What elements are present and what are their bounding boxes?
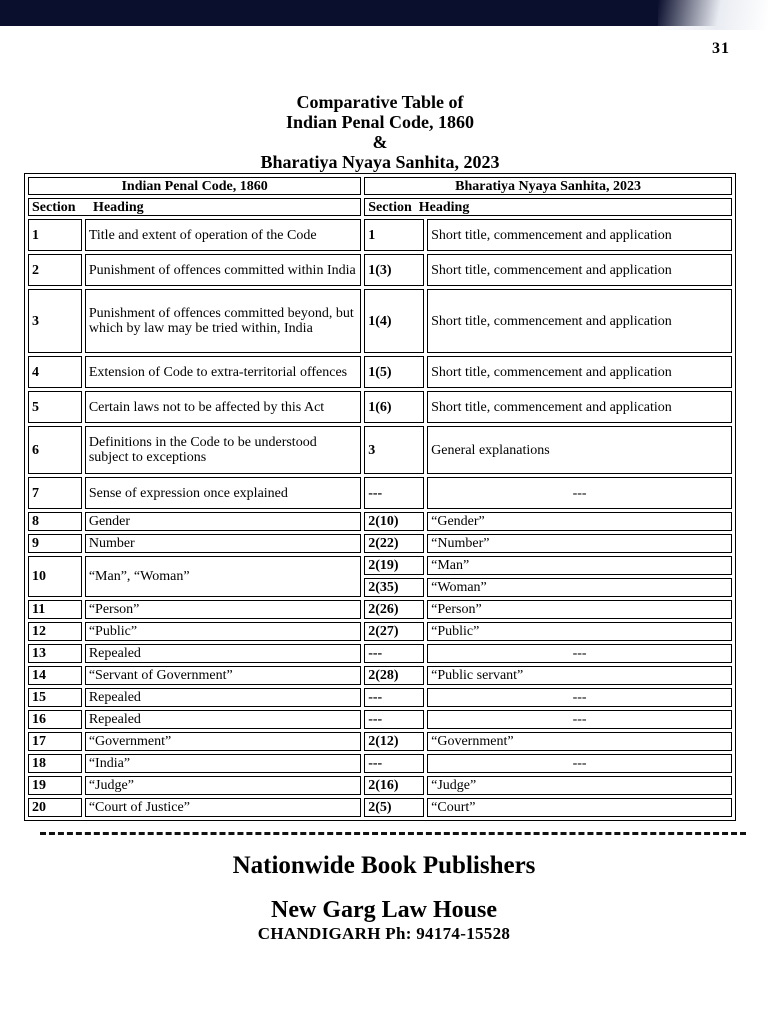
table-row: [28, 776, 732, 795]
bns-heading: “Woman”: [427, 578, 732, 597]
ipc-heading: “Court of Justice”: [85, 798, 361, 817]
ipc-section: 4: [28, 356, 82, 388]
table-row: [28, 534, 732, 553]
ipc-subheader: Section Heading: [28, 198, 361, 216]
bns-heading: ---: [427, 688, 732, 707]
ipc-section: 20: [28, 798, 82, 817]
table-row: [28, 289, 732, 353]
ipc-section: 19: [28, 776, 82, 795]
law-house-name: New Garg Law House: [271, 897, 497, 923]
bns-heading: “Person”: [427, 600, 732, 619]
bns-header: Bharatiya Nyaya Sanhita, 2023: [364, 177, 732, 195]
ipc-heading: Repealed: [85, 688, 361, 707]
ipc-section: 14: [28, 666, 82, 685]
ipc-heading: “Judge”: [85, 776, 361, 795]
ipc-header: Indian Penal Code, 1860: [28, 177, 361, 195]
bns-section: ---: [364, 688, 424, 707]
ipc-section: 16: [28, 710, 82, 729]
title-line-2: Indian Penal Code, 1860: [285, 112, 475, 132]
bns-heading: ---: [427, 710, 732, 729]
bns-section: 2(28): [364, 666, 424, 685]
table-row: [28, 732, 732, 751]
ipc-heading: Gender: [85, 512, 361, 531]
ipc-heading: Punishment of offences committed beyond, but which by law may be tried within, India: [85, 289, 361, 353]
ipc-section: 2: [28, 254, 82, 286]
bns-section: 1(5): [364, 356, 424, 388]
table-subheader-row: [28, 198, 732, 216]
table-row: [28, 254, 732, 286]
ipc-section: 5: [28, 391, 82, 423]
table-row: [28, 666, 732, 685]
title-line-1: Comparative Table of: [296, 92, 464, 112]
table-row: [28, 644, 732, 663]
bns-section: ---: [364, 644, 424, 663]
bns-heading: “Public servant”: [427, 666, 732, 685]
table-row: [28, 688, 732, 707]
bns-heading: “Gender”: [427, 512, 732, 531]
bns-heading: “Number”: [427, 534, 732, 553]
bns-section: ---: [364, 710, 424, 729]
ipc-heading: “Man”, “Woman”: [85, 556, 361, 597]
publisher-name: Nationwide Book Publishers: [232, 852, 536, 879]
ipc-section: 3: [28, 289, 82, 353]
ipc-heading: Number: [85, 534, 361, 553]
ipc-heading: Repealed: [85, 710, 361, 729]
ipc-section: 17: [28, 732, 82, 751]
bns-section: 1: [364, 219, 424, 251]
table-row: [28, 391, 732, 423]
bns-heading: “Public”: [427, 622, 732, 641]
table-row: [28, 600, 732, 619]
table-row: [28, 512, 732, 531]
table-row: [28, 219, 732, 251]
bns-heading: “Government”: [427, 732, 732, 751]
ipc-section: 9: [28, 534, 82, 553]
bns-section: 2(16): [364, 776, 424, 795]
table-header-row: [28, 177, 732, 195]
bns-section: 2(19): [364, 556, 424, 575]
bns-heading: General explanations: [427, 426, 732, 474]
bns-section: ---: [364, 477, 424, 509]
table-row: [28, 477, 732, 509]
ipc-heading: Extension of Code to extra-territorial offences: [85, 356, 361, 388]
ipc-section: 10: [28, 556, 82, 597]
ipc-heading: Certain laws not to be affected by this Act: [85, 391, 361, 423]
ipc-heading: Sense of expression once explained: [85, 477, 361, 509]
comparison-table-wrapper: [24, 173, 736, 821]
bns-section: 2(26): [364, 600, 424, 619]
bns-heading: Short title, commencement and application: [427, 254, 732, 286]
ipc-section: 7: [28, 477, 82, 509]
bns-section: 1(3): [364, 254, 424, 286]
ipc-section: 18: [28, 754, 82, 773]
table-row: [28, 356, 732, 388]
ipc-heading: “Servant of Government”: [85, 666, 361, 685]
bns-heading: Short title, commencement and application: [427, 219, 732, 251]
bns-subheader: Section Heading: [364, 198, 732, 216]
table-row: [28, 798, 732, 817]
ipc-heading: “Government”: [85, 732, 361, 751]
bns-section: ---: [364, 754, 424, 773]
ipc-heading: Definitions in the Code to be understood subject to exceptions: [85, 426, 361, 474]
ipc-section: 13: [28, 644, 82, 663]
ipc-heading: Title and extent of operation of the Code: [85, 219, 361, 251]
ipc-section: 15: [28, 688, 82, 707]
comparison-table: [24, 173, 736, 821]
bns-heading: Short title, commencement and application: [427, 289, 732, 353]
bns-heading: ---: [427, 644, 732, 663]
table-row: [28, 622, 732, 641]
ipc-heading: “India”: [85, 754, 361, 773]
page-number: 31: [712, 40, 730, 57]
ipc-section: 6: [28, 426, 82, 474]
title-line-4: Bharatiya Nyaya Sanhita, 2023: [260, 152, 500, 172]
dashed-divider: [40, 832, 746, 835]
top-dark-band: [0, 0, 768, 26]
ipc-section: 11: [28, 600, 82, 619]
bns-section: 1(4): [364, 289, 424, 353]
bns-heading: Short title, commencement and application: [427, 391, 732, 423]
publisher-contact: CHANDIGARH Ph: 94174-15528: [257, 924, 511, 943]
ipc-heading: “Public”: [85, 622, 361, 641]
ipc-section: 8: [28, 512, 82, 531]
bns-section: 2(22): [364, 534, 424, 553]
ipc-heading: Repealed: [85, 644, 361, 663]
ipc-section: 1: [28, 219, 82, 251]
table-row: [28, 710, 732, 729]
table-row: [28, 426, 732, 474]
bns-section: 2(10): [364, 512, 424, 531]
table-row: [28, 754, 732, 773]
ipc-heading: Punishment of offences committed within India: [85, 254, 361, 286]
top-band-light-corner: [658, 0, 768, 30]
bns-section: 2(5): [364, 798, 424, 817]
bns-section: 2(35): [364, 578, 424, 597]
ipc-section: 12: [28, 622, 82, 641]
bns-heading: “Court”: [427, 798, 732, 817]
bns-section: 2(12): [364, 732, 424, 751]
bns-heading: “Judge”: [427, 776, 732, 795]
title-line-3: &: [372, 132, 388, 152]
ipc-heading: “Person”: [85, 600, 361, 619]
bns-heading: Short title, commencement and application: [427, 356, 732, 388]
table-row: [28, 556, 732, 575]
bns-heading: ---: [427, 477, 732, 509]
bns-section: 2(27): [364, 622, 424, 641]
page-title: [130, 92, 630, 172]
bns-section: 1(6): [364, 391, 424, 423]
bns-heading: “Man”: [427, 556, 732, 575]
bns-section: 3: [364, 426, 424, 474]
bns-heading: ---: [427, 754, 732, 773]
